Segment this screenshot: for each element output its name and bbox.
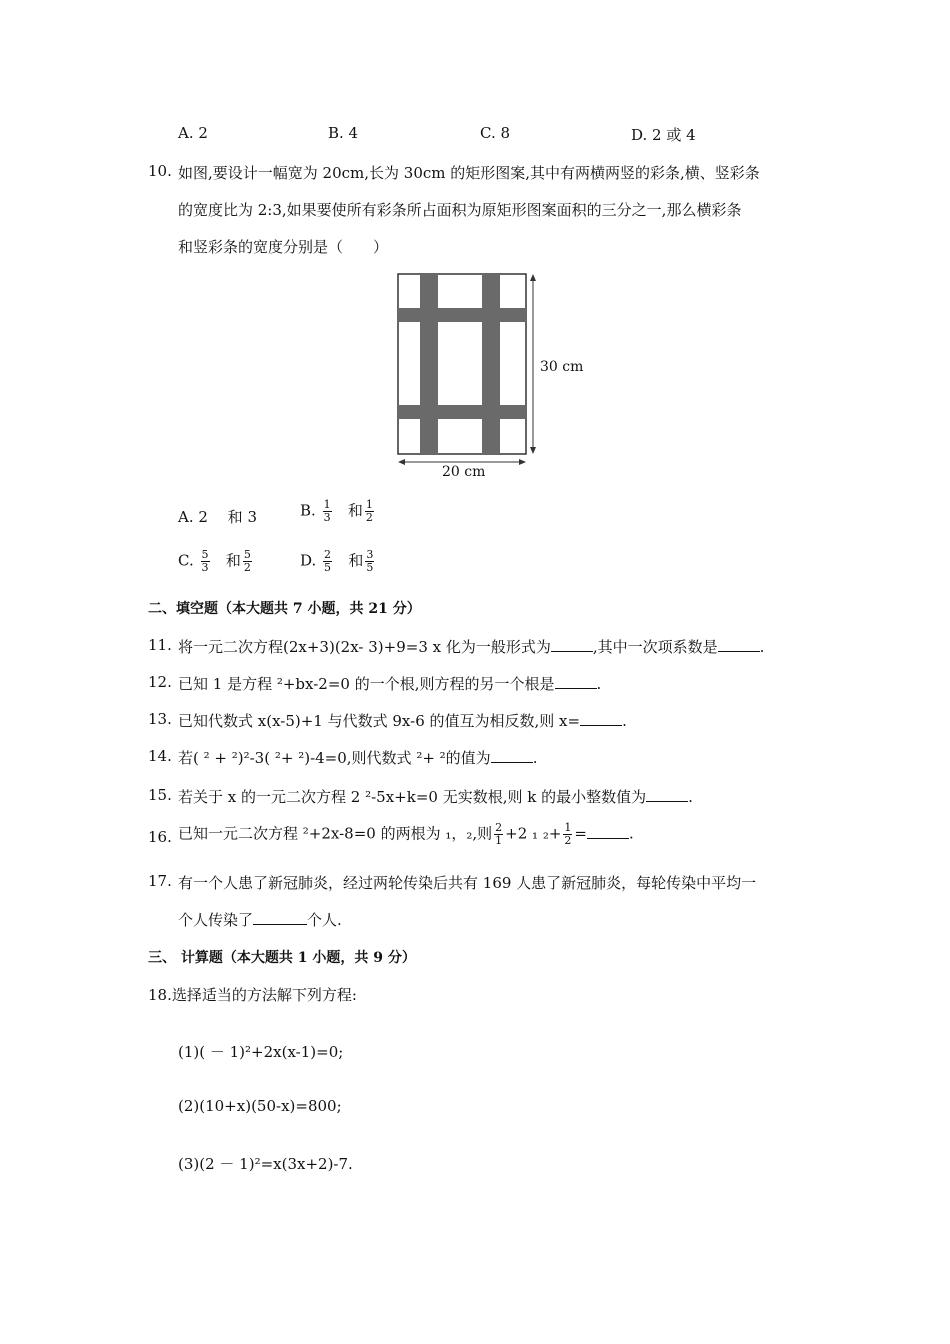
height-label: 30 cm — [540, 359, 584, 375]
q15-number: 15. — [148, 786, 172, 804]
arrow-down-icon — [530, 447, 536, 454]
q9-option-c: C. 8 — [480, 124, 511, 142]
q10-line-1: 如图,要设计一幅宽为 20cm,长为 30cm 的矩形图案,其中有两横两竖的彩条,横、竖彩条 — [178, 164, 760, 182]
q16-text: 已知一元二次方程 ²+2x-8=0 的两根为 ₁，₂,则 $\frac{2}{1}$ +2 ₁ ₂+ $\frac{1}{2}$ = . — [178, 821, 634, 847]
arrow-up-icon — [530, 274, 536, 281]
stripe-diagram — [390, 268, 600, 482]
arrow-left-icon — [398, 459, 405, 465]
answer-blank[interactable] — [587, 826, 629, 839]
q9-option-a: A. 2 — [178, 124, 208, 142]
q10-option-a: A. 2 和 3 — [178, 508, 257, 526]
answer-blank[interactable] — [718, 639, 760, 652]
q13-number: 13. — [148, 710, 172, 728]
q18-part-3: (3)(2 － 1)²=x(3x+2)-7. — [178, 1155, 353, 1173]
section-3-heading: 三、 计算题（本大题共 1 小题，共 9 分） — [148, 950, 416, 966]
q10-option-d: D. $\frac{2}{5}$ 和 $\frac{3}{5}$ — [300, 548, 374, 574]
width-label: 20 cm — [442, 464, 486, 480]
q14-number: 14. — [148, 747, 172, 765]
horizontal-stripe-1 — [398, 308, 526, 322]
q11-text: 将一元二次方程(2x+3)(2x- 3)+9=3 x 化为一般形式为 ,其中一次项系数是 . — [178, 638, 765, 656]
q10-number: 10. — [148, 162, 172, 180]
arrow-right-icon — [519, 459, 526, 465]
q12-number: 12. — [148, 673, 172, 691]
q17-line-2: 个人传染了 个人. — [178, 911, 342, 929]
q10-option-c: C. $\frac{5}{3}$ 和 $\frac{5}{2}$ — [178, 548, 251, 574]
q18-part-2: (2)(10+x)(50-x)=800; — [178, 1097, 342, 1115]
q16-number: 16. — [148, 828, 172, 846]
q10-figure — [390, 268, 600, 482]
q10-line-3: 和竖彩条的宽度分别是（ ） — [178, 238, 389, 256]
section-2-heading: 二、填空题（本大题共 7 小题，共 21 分） — [148, 601, 421, 617]
q15-text: 若关于 x 的一元二次方程 2 ²-5x+k=0 无实数根,则 k 的最小整数值为 . — [178, 788, 693, 806]
q18-title: 18.选择适当的方法解下列方程: — [148, 986, 357, 1004]
answer-blank[interactable] — [646, 789, 688, 802]
vertical-stripe-2 — [482, 274, 500, 454]
q12-text: 已知 1 是方程 ²+bx-2=0 的一个根,则方程的另一个根是 . — [178, 675, 602, 693]
q9-option-b: B. 4 — [328, 124, 359, 142]
q9-option-d: D. 2 或 4 — [631, 126, 696, 144]
q10-option-b: B. $\frac{1}{3}$ 和 $\frac{1}{2}$ — [300, 498, 373, 524]
q10-line-2: 的宽度比为 2:3,如果要使所有彩条所占面积为原矩形图案面积的三分之一,那么横彩条 — [178, 201, 742, 219]
q11-number: 11. — [148, 636, 172, 654]
vertical-stripe-1 — [420, 274, 438, 454]
answer-blank[interactable] — [580, 713, 622, 726]
answer-blank[interactable] — [551, 639, 593, 652]
q17-number: 17. — [148, 872, 172, 890]
q13-text: 已知代数式 x(x-5)+1 与代数式 9x-6 的值互为相反数,则 x= . — [178, 712, 627, 730]
horizontal-stripe-2 — [398, 405, 526, 419]
answer-blank[interactable] — [555, 676, 597, 689]
answer-blank[interactable] — [491, 750, 533, 763]
q17-line-1: 有一个人患了新冠肺炎，经过两轮传染后共有 169 人患了新冠肺炎，每轮传染中平均一 — [178, 874, 757, 892]
outer-rectangle — [398, 274, 526, 454]
answer-blank[interactable] — [253, 912, 307, 925]
q18-part-1: (1)( － 1)²+2x(x-1)=0; — [178, 1043, 344, 1061]
q14-text: 若( ² + ²)²-3( ²+ ²)-4=0,则代数式 ²+ ²的值为 . — [178, 749, 538, 767]
